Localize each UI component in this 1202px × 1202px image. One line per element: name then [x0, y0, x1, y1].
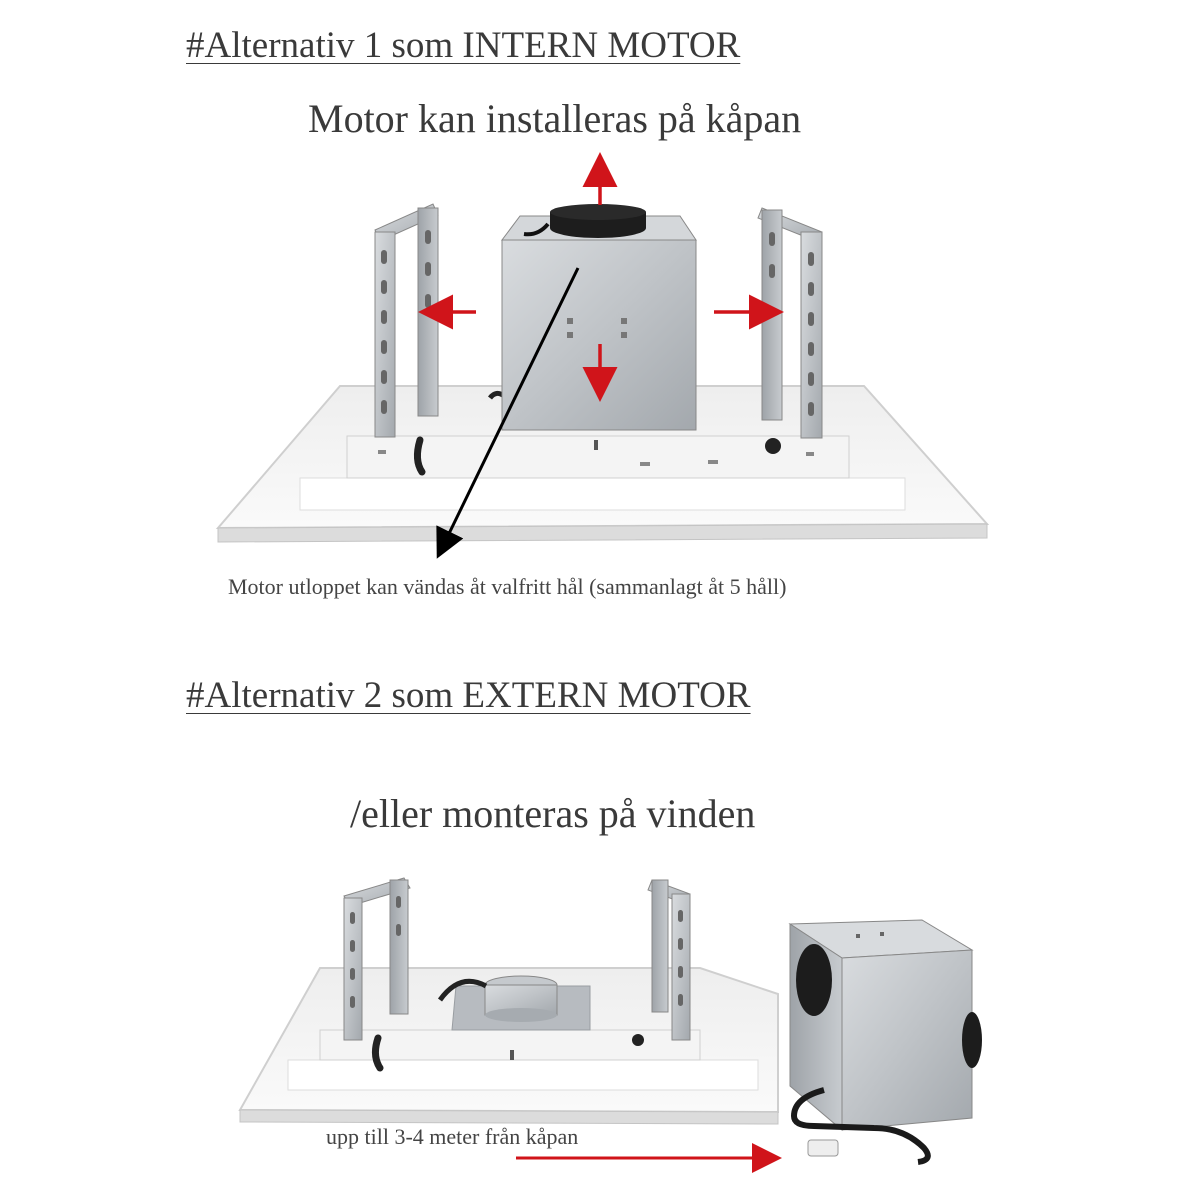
hood-internal-motor	[218, 166, 987, 548]
cable-gland-icon	[765, 438, 781, 454]
motor-outlet-2-icon	[962, 1012, 982, 1068]
external-motor-box	[790, 920, 982, 1162]
connector-icon	[808, 1140, 838, 1156]
motor-box	[502, 204, 696, 430]
section1-subtitle: Motor kan installeras på kåpan	[308, 96, 802, 141]
section2-subtitle: /eller monteras på vinden	[350, 791, 756, 836]
section1-caption: Motor utloppet kan vändas åt valfritt hål (sammanlagt åt 5 håll)	[228, 574, 787, 599]
hood-external-motor	[240, 878, 982, 1162]
motor-inlet-icon	[796, 944, 832, 1016]
section1-heading: #Alternativ 1 som INTERN MOTOR	[186, 25, 741, 66]
section2-caption: upp till 3-4 meter från kåpan	[326, 1124, 579, 1149]
section2-heading: #Alternativ 2 som EXTERN MOTOR	[186, 675, 751, 716]
